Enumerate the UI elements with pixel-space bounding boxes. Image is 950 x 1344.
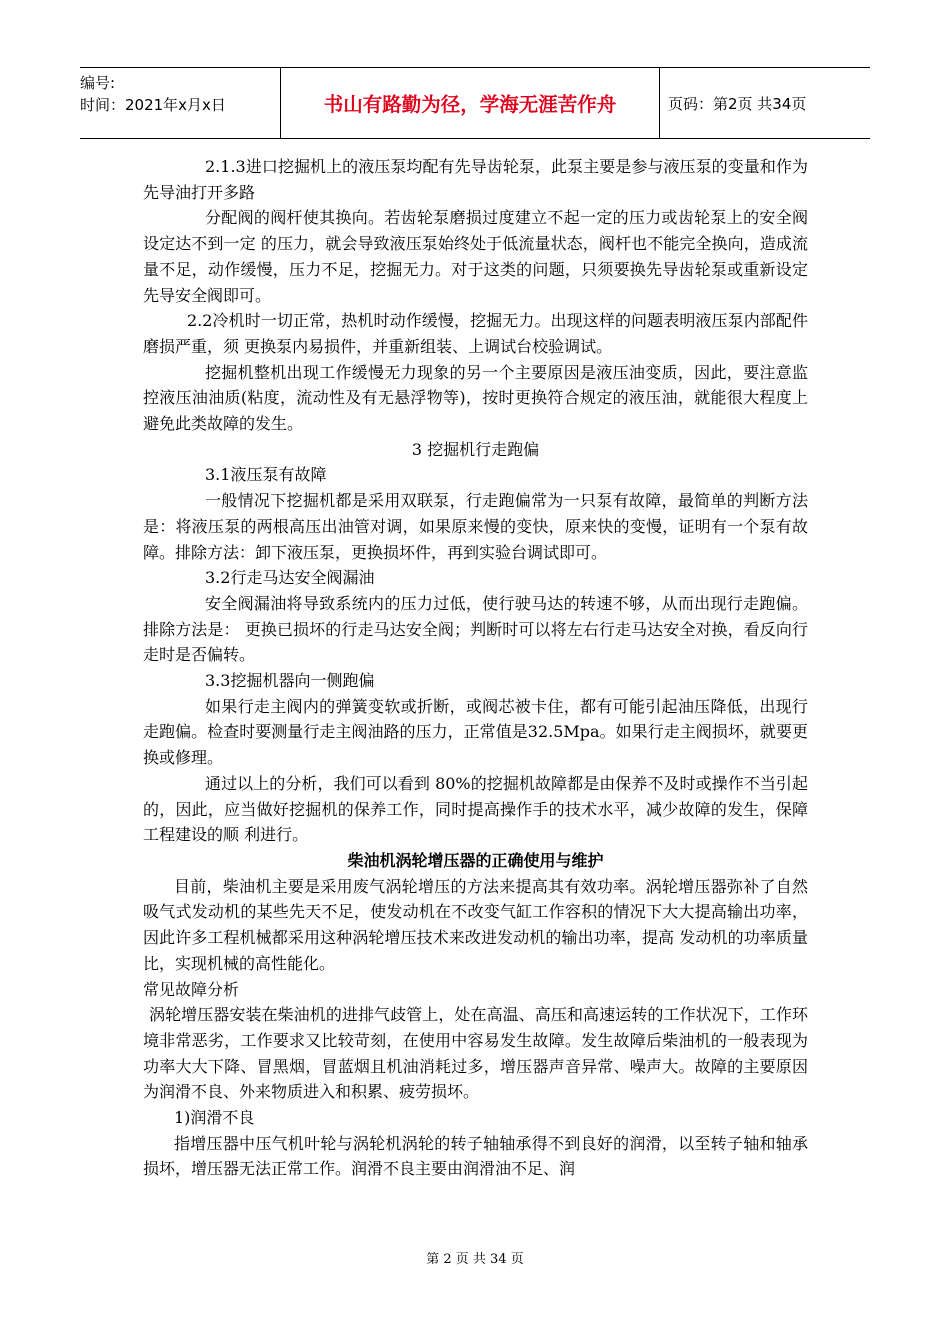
subsection-heading: 1)润滑不良 <box>174 1108 255 1128</box>
document-number-label: 编号: <box>80 74 116 92</box>
page-footer: 第 2 页 共 34 页 <box>426 1252 524 1267</box>
paragraph: 安全阀漏油将导致系统内的压力过低，使行驶马达的转速不够，从而出现行走跑偏。排除方法是： 更换已损坏的行走马达安全阀；判断时可以将左右行走马达安全对换，看反向行走时是否偏转。 <box>143 593 808 665</box>
page-header <box>80 67 870 139</box>
header-page-number: 页码：第2页 共34页 <box>668 94 807 113</box>
section-heading: 3 挖掘机行走跑偏 <box>411 439 540 459</box>
paragraph: 2.1.3进口挖掘机上的液压泵均配有先导齿轮泵，此泵主要是参与液压泵的变量和作为先导油打开多路 <box>143 157 808 202</box>
paragraph: 指增压器中压气机叶轮与涡轮机涡轮的转子轴轴承得不到良好的润滑，以至转子轴和轴承损坏，增压器无法正常工作。润滑不良主要由润滑油不足、润 <box>143 1133 808 1179</box>
subsection-heading: 3.2行走马达安全阀漏油 <box>205 568 375 588</box>
section-heading: 常见故障分析 <box>143 979 240 999</box>
subsection-heading: 3.3挖掘机器向一侧跑偏 <box>205 671 375 691</box>
article-title: 柴油机涡轮增压器的正确使用与维护 <box>347 850 604 870</box>
document-body <box>143 154 808 1182</box>
paragraph: 挖掘机整机出现工作缓慢无力现象的另一个主要原因是液压油变质，因此，要注意监控液压油油质(粘度，流动性及有无悬浮物等)，按时更换符合规定的液压油，就能很大程度上避免此类故障的发生。 <box>143 362 808 434</box>
paragraph: 分配阀的阀杆使其换向。若齿轮泵磨损过度建立不起一定的压力或齿轮泵上的安全阀设定达不到一定 的压力，就会导致液压泵始终处于低流量状态，阀杆也不能完全换向，造成流量不足，动作缓慢，压力不足，挖掘无力。对于这类的问题，只须要换先导齿轮泵或重新设定先导安全阀即可。 <box>143 208 808 305</box>
paragraph: 通过以上的分析，我们可以看到 80%的挖掘机故障都是由保养不及时或操作不当引起的，因此，应当做好挖掘机的保养工作，同时提高操作手的技术水平，减少故障的发生，保障工程建设的顺 利进行。 <box>143 773 808 845</box>
paragraph: 如果行走主阀内的弹簧变软或折断，或阀芯被卡住，都有可能引起油压降低，出现行走跑偏。检查时要测量行走主阀油路的压力，正常值是32.5Mpa。如果行走主阀损坏，就要更换或修理。 <box>143 696 808 768</box>
paragraph: 目前，柴油机主要是采用废气涡轮增压的方法来提高其有效功率。涡轮增压器弥补了自然吸气式发动机的某些先天不足，使发动机在不改变气缸工作容积的情况下大大提高输出功率，因此许多工程机械都采用这种涡轮增压技术来改进发动机的输出功率，提高 发动机的功率质量比，实现机械的高性能化。 <box>143 876 808 973</box>
paragraph: 2.2冷机时一切正常，热机时动作缓慢，挖掘无力。出现这样的问题表明液压泵内部配件磨损严重，须 更换泵内易损件，并重新组装、上调试台校验调试。 <box>143 311 808 356</box>
subsection-heading: 3.1液压泵有故障 <box>205 465 327 485</box>
paragraph: 涡轮增压器安装在柴油机的进排气歧管上，处在高温、高压和高速运转的工作状况下，工作环境非常恶劣，工作要求又比较苛刻，在使用中容易发生故障。发生故障后柴油机的一般表现为功率大大下降、冒黑烟，冒蓝烟且机油消耗过多，增压器声音异常、噪声大。故障的主要原因为润滑不良、外来物质进入和积累、疲劳损坏。 <box>143 1005 808 1102</box>
header-motto: 书山有路勤为径，学海无涯苦作舟 <box>280 68 660 138</box>
paragraph: 一般情况下挖掘机都是采用双联泵，行走跑偏常为一只泵有故障，最简单的判断方法是：将液压泵的两根高压出油管对调，如果原来慢的变快，原来快的变慢，证明有一个泵有故障。排除方法：卸下液压泵，更换损坏件，再到实验台调试即可。 <box>143 491 808 562</box>
header-meta <box>80 68 280 138</box>
document-date-label: 时间：2021年x月x日 <box>80 96 226 114</box>
